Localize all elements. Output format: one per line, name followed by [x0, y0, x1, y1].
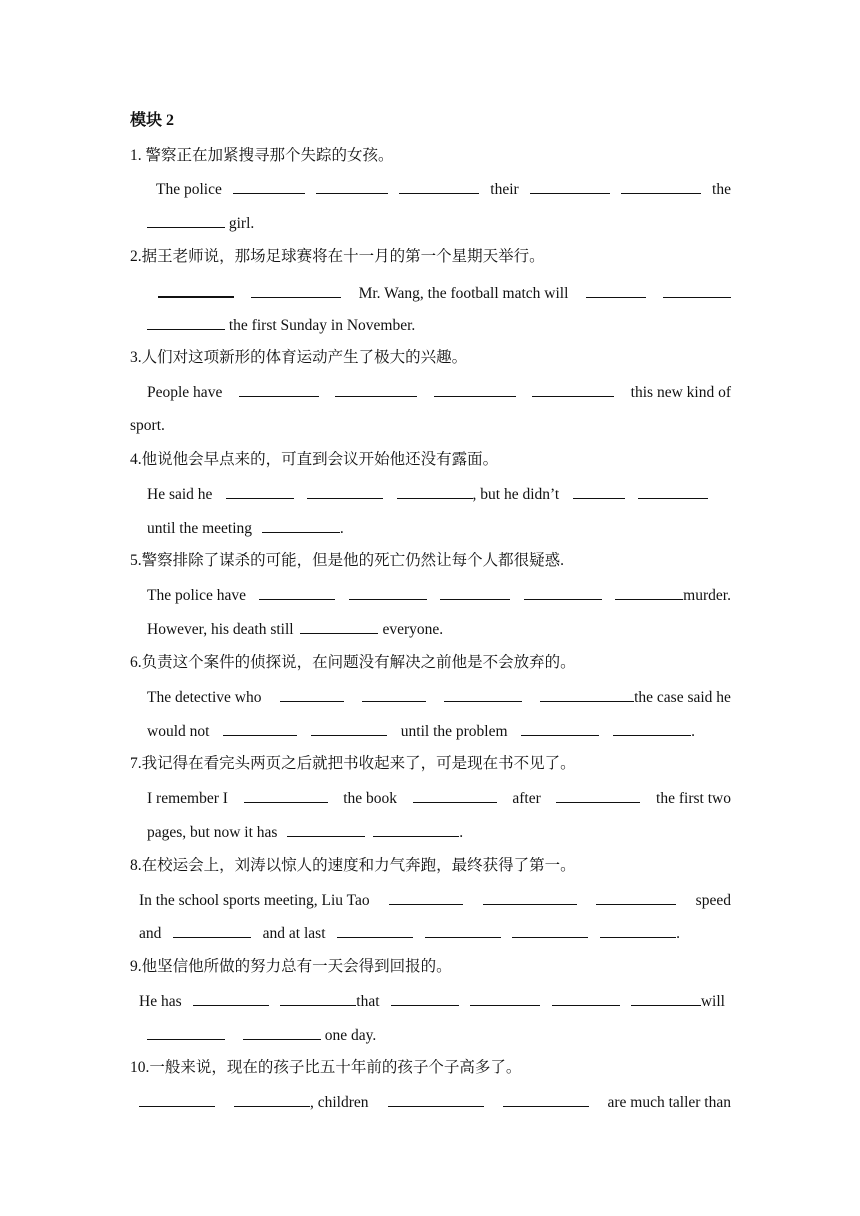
answer-blank[interactable]	[425, 922, 501, 938]
answer-blank[interactable]	[223, 720, 297, 736]
answer-blank[interactable]	[631, 990, 701, 1006]
text-segment: their	[490, 181, 519, 198]
answer-blank[interactable]	[147, 314, 225, 330]
text-segment: pages, but now it has	[147, 824, 278, 841]
answer-blank[interactable]	[226, 483, 294, 499]
answer-blank[interactable]	[300, 618, 378, 634]
answer-blank[interactable]	[139, 1091, 215, 1107]
answer-blank[interactable]	[307, 483, 383, 499]
question-9-line-1	[139, 990, 725, 1013]
text-segment: .	[459, 824, 464, 841]
answer-blank[interactable]	[399, 178, 479, 194]
answer-blank[interactable]	[391, 990, 459, 1006]
answer-blank[interactable]	[316, 178, 388, 194]
answer-blank[interactable]	[613, 720, 691, 736]
text-segment: this new kind of	[630, 384, 731, 401]
text-segment: after	[512, 790, 541, 807]
text-segment: In the school sports meeting, Liu Tao	[139, 892, 370, 909]
question-6-prompt: 6.负责这个案件的侦探说，在问题没有解决之前他是不会放弃的。	[130, 654, 576, 671]
answer-blank[interactable]	[251, 282, 341, 298]
text-segment: the case said he	[634, 689, 731, 706]
question-9-line-2	[147, 1024, 376, 1047]
text-segment: the first Sunday in November.	[228, 317, 416, 334]
text-segment: Mr. Wang, the football match will	[358, 285, 569, 302]
text-segment: He said he	[147, 486, 213, 503]
question-6-line-1	[147, 686, 731, 709]
question-8-prompt: 8.在校运会上，刘涛以惊人的速度和力气奔跑，最终获得了第一。	[130, 857, 576, 874]
text-segment: The detective who	[147, 689, 262, 706]
text-segment: murder.	[683, 587, 731, 604]
answer-blank[interactable]	[234, 1091, 310, 1107]
answer-blank[interactable]	[638, 483, 708, 499]
answer-blank[interactable]	[397, 483, 473, 499]
answer-blank[interactable]	[193, 990, 269, 1006]
answer-blank[interactable]	[243, 1024, 321, 1040]
text-segment: and	[139, 925, 162, 942]
question-6-line-2	[147, 720, 695, 743]
text-segment: He has	[139, 993, 182, 1010]
answer-blank[interactable]	[470, 990, 540, 1006]
answer-blank[interactable]	[540, 686, 634, 702]
text-segment: that	[356, 993, 380, 1010]
answer-blank[interactable]	[615, 584, 683, 600]
text-segment: would not	[147, 723, 210, 740]
answer-blank[interactable]	[362, 686, 426, 702]
text-segment: .	[691, 723, 695, 740]
answer-blank[interactable]	[532, 381, 614, 397]
answer-blank[interactable]	[147, 1024, 225, 1040]
answer-blank[interactable]	[444, 686, 522, 702]
question-5-line-1	[147, 584, 731, 607]
answer-blank[interactable]	[663, 282, 731, 298]
text-segment: People have	[147, 384, 223, 401]
question-3-prompt: 3.人们对这项新形的体育运动产生了极大的兴趣。	[130, 349, 468, 366]
question-4-prompt: 4.他说他会早点来的，可直到会议开始他还没有露面。	[130, 451, 499, 468]
answer-blank[interactable]	[524, 584, 602, 600]
answer-blank[interactable]	[389, 889, 463, 905]
answer-blank[interactable]	[280, 990, 356, 1006]
answer-blank[interactable]	[349, 584, 427, 600]
text-segment: until the problem	[400, 723, 508, 740]
section-heading: 模块 2	[130, 112, 175, 129]
answer-blank[interactable]	[556, 787, 640, 803]
answer-blank[interactable]	[311, 720, 387, 736]
text-segment: The police have	[147, 587, 246, 604]
text-segment: , but he didn’t	[472, 486, 560, 503]
question-4-line-1	[147, 483, 708, 506]
text-segment: the	[712, 181, 731, 198]
answer-blank[interactable]	[530, 178, 610, 194]
text-segment: until the meeting	[147, 520, 253, 537]
question-2-prompt: 2.据王老师说，那场足球赛将在十一月的第一个星期天举行。	[130, 248, 545, 265]
question-7-line-1	[147, 787, 731, 810]
text-segment: speed	[695, 892, 731, 909]
question-3-line-1	[147, 381, 731, 404]
answer-blank[interactable]	[262, 517, 340, 533]
question-1-line-2	[147, 212, 254, 235]
question-8-line-1	[139, 889, 731, 912]
question-2-line-1	[158, 281, 731, 305]
answer-blank[interactable]	[259, 584, 335, 600]
answer-blank[interactable]	[158, 281, 234, 298]
question-10-prompt: 10.一般来说，现在的孩子比五十年前的孩子个子高多了。	[130, 1059, 522, 1076]
answer-blank[interactable]	[596, 889, 676, 905]
question-1-prompt: 1. 警察正在加紧搜寻那个失踪的女孩。	[130, 147, 394, 164]
question-4-line-2	[147, 517, 344, 540]
text-segment: the first two	[656, 790, 731, 807]
question-2-line-2	[147, 314, 415, 337]
answer-blank[interactable]	[440, 584, 510, 600]
text-segment: I remember I	[147, 790, 228, 807]
answer-blank[interactable]	[413, 787, 497, 803]
answer-blank[interactable]	[239, 381, 319, 397]
text-segment: However, his death still	[147, 621, 294, 638]
answer-blank[interactable]	[388, 1091, 484, 1107]
answer-blank[interactable]	[337, 922, 413, 938]
question-8-line-2	[139, 922, 680, 945]
answer-blank[interactable]	[244, 787, 328, 803]
text-segment: everyone.	[382, 621, 444, 638]
answer-blank[interactable]	[287, 821, 365, 837]
text-segment: will	[700, 993, 725, 1010]
answer-blank[interactable]	[503, 1091, 589, 1107]
answer-blank[interactable]	[147, 212, 225, 228]
answer-blank[interactable]	[521, 720, 599, 736]
question-3-line-2: sport.	[130, 417, 165, 434]
question-7-prompt: 7.我记得在看完头两页之后就把书收起来了，可是现在书不见了。	[130, 755, 576, 772]
text-segment: The police	[156, 181, 222, 198]
answer-blank[interactable]	[434, 381, 516, 397]
text-segment: are much taller than	[607, 1094, 731, 1111]
text-segment: .	[676, 925, 680, 942]
answer-blank[interactable]	[483, 889, 577, 905]
answer-blank[interactable]	[621, 178, 701, 194]
text-segment: .	[339, 520, 344, 537]
answer-blank[interactable]	[280, 686, 344, 702]
question-5-prompt: 5.警察排除了谋杀的可能，但是他的死亡仍然让每个人都很疑惑.	[130, 552, 565, 569]
answer-blank[interactable]	[233, 178, 305, 194]
answer-blank[interactable]	[173, 922, 251, 938]
question-1-line-1	[156, 178, 731, 201]
text-segment: one day.	[324, 1027, 377, 1044]
answer-blank[interactable]	[573, 483, 625, 499]
question-9-prompt: 9.他坚信他所做的努力总有一天会得到回报的。	[130, 958, 452, 975]
answer-blank[interactable]	[586, 282, 646, 298]
answer-blank[interactable]	[512, 922, 588, 938]
answer-blank[interactable]	[373, 821, 459, 837]
text-segment: the book	[343, 790, 398, 807]
answer-blank[interactable]	[600, 922, 676, 938]
text-segment: girl.	[228, 215, 255, 232]
answer-blank[interactable]	[552, 990, 620, 1006]
question-7-line-2	[147, 821, 463, 844]
question-10-line-1	[139, 1091, 731, 1114]
question-5-line-2	[147, 618, 443, 641]
text-segment: , children	[309, 1094, 369, 1111]
text-segment: and at last	[262, 925, 326, 942]
answer-blank[interactable]	[335, 381, 417, 397]
